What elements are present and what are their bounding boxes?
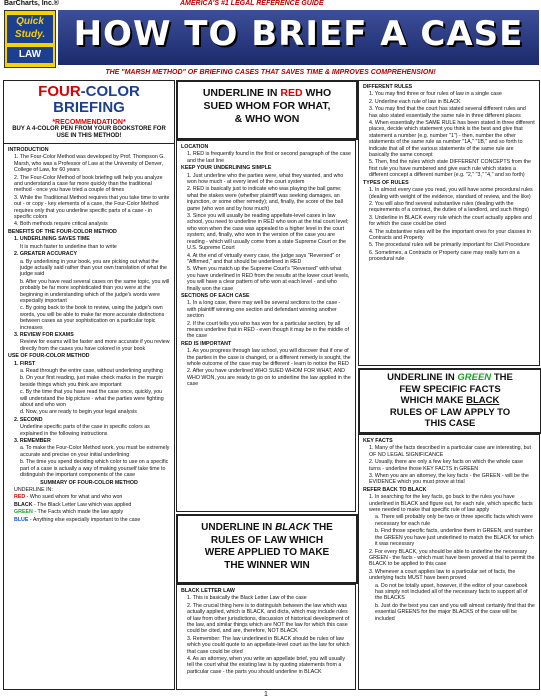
summary-heading: SUMMARY OF FOUR-COLOR METHOD bbox=[40, 479, 138, 486]
different-rules-item: 2. Underline each rule of law in BLACK bbox=[369, 98, 461, 105]
summary-red-text: - Who sued whom for what and who won bbox=[25, 494, 123, 501]
black-section-content bbox=[176, 584, 356, 690]
refer-back-item: 3. Whenever a court applies law to a particular set of facts, the underlying facts MUST have been proved bbox=[369, 568, 516, 582]
different-rules-item: 5. Then, find the rules which state DIFFERENT CONCEPTS from the first rule you have numbered and give each rule which states a different concept a different number (e.g. "2," "3," "4," and so forth) bbox=[369, 159, 532, 179]
benefit-item: 3. REVIEW FOR EXAMS bbox=[14, 331, 74, 338]
location-heading: LOCATION bbox=[181, 144, 209, 150]
refer-back-subitem: b. Find those specific facts, underline them in GREEN, and number the GREEN you have just underlined to match the BLACK for which it was necessary bbox=[375, 528, 534, 548]
key-facts-item: 1. Many of the facts described in a particular case are interesting, but OF NO LEGAL SIGNIFICANCE bbox=[369, 445, 531, 458]
recommendation-text: BUY A 4-COLOR PEN FROM YOUR BOOKSTORE FOR USE IN THIS METHOD! bbox=[12, 126, 166, 139]
keep-item: 4. At the end of virtually every case, the judge says "Reversed" or "Affirmed," and that should be underlined in RED bbox=[187, 252, 341, 265]
black-letter-item: 1. This is basically the Black Letter Law of the case bbox=[187, 595, 307, 602]
sections-heading: SECTIONS OF EACH CASE bbox=[181, 292, 250, 299]
refer-back-item: 2. For every BLACK, you should be able to underline the necessary GREEN - the facts - which must have been proved at trial to permit the BLACK to be applied to this case bbox=[369, 548, 535, 568]
use-text: Underline specific parts of the case in specific colors as explained in the following instructions bbox=[20, 424, 150, 437]
keep-item: 1. Just underline who the parties were, what they wanted, and who won how much - at every level of the court system bbox=[187, 172, 344, 186]
guide-tagline: AMERICA'S #1 LEGAL REFERENCE GUIDE bbox=[180, 0, 324, 7]
benefit-text: It is much faster to underline than to write bbox=[20, 243, 117, 250]
key-facts-heading: KEY FACTS bbox=[363, 438, 393, 444]
benefits-heading: BENEFITS OF THE FOUR-COLOR METHOD bbox=[8, 228, 117, 235]
sections-item: 2. If the court tells you who has won for a particular section, by all means underline that in RED - even though it may be in the middle of the case bbox=[187, 320, 349, 340]
page-number: 1 bbox=[264, 691, 268, 698]
red-important-item: 2. After you have underlined WHO SUED WHOM FOR WHAT, AND WHO WON, you are ready to go on to underline the law applied in the case bbox=[187, 368, 351, 388]
red-section-content bbox=[176, 140, 356, 512]
use-text: c. By the time that you have read the case once, quickly, you will understand the big picture - what the parties were fighting about and who won bbox=[20, 389, 164, 409]
types-item: 2. You will also find several substantive rules (dealing with the requirements of a contract, the duties of a landlord, and such things) bbox=[369, 200, 529, 214]
intro-heading: INTRODUCTION bbox=[8, 147, 49, 153]
benefit-text: Review for exams will be faster and more accurate if you review directly from the cases you have colored in your book bbox=[20, 339, 170, 352]
summary-green: GREEN bbox=[14, 509, 33, 516]
publisher-brand: BarCharts, Inc.® bbox=[4, 0, 59, 7]
use-text: a. Read through the entire case, without underlining anything bbox=[20, 368, 163, 374]
refer-back-subitem: a. Do not be totally upset, however, if the editor of your casebook has simply not included all of the necessary facts to support all of the BLACKS bbox=[375, 582, 528, 602]
refer-back-subitem: b. Just do the best you can and you will almost certainly find that the essential GREENS for the major BLACKS of the case will be included bbox=[375, 602, 535, 622]
four-color-body bbox=[4, 147, 174, 523]
use-heading: USE OF FOUR-COLOR METHOD bbox=[8, 353, 90, 360]
summary-green-text: - The Facts which made the law apply bbox=[32, 509, 124, 516]
underline-in-label: UNDERLINE IN: bbox=[14, 486, 53, 493]
green-section-content bbox=[358, 434, 540, 690]
use-text: b. The time you spend deciding which color to use on a specific part of a case is actually a way of making yourself take time to distinguish the important components of the case bbox=[20, 459, 169, 479]
benefit-item: 2. GREATER ACCURACY bbox=[14, 251, 77, 258]
refer-back-heading: REFER BACK TO BLACK bbox=[363, 486, 427, 493]
logo-top-text: Quick Study. bbox=[7, 15, 53, 43]
summary-black: BLACK bbox=[14, 501, 33, 508]
red-important-heading: RED IS IMPORTANT bbox=[181, 340, 232, 347]
keep-simple-heading: KEEP YOUR UNDERLINING SIMPLE bbox=[181, 165, 272, 172]
recommendation-label: *RECOMMENDATION* bbox=[52, 119, 126, 126]
use-text: b. On your first reading, just make check marks in the margin beside things which you think are important bbox=[20, 375, 163, 388]
benefit-text: b. After you have read several cases on the same topic, you will probably be far more sophisticated than you were at the beginning in understanding which of the judge's words were especially important bbox=[20, 278, 170, 304]
page-subtitle: THE "MARSH METHOD" OF BRIEFING CASES THAT SAVES TIME & IMPROVES COMPREHENSION! bbox=[105, 69, 436, 76]
red-section-header: UNDERLINE IN RED WHO SUED WHOM FOR WHAT, & WHO WON bbox=[176, 80, 358, 140]
types-item: 5. The procedural rules will be primarily important for Civil Procedure bbox=[369, 242, 530, 249]
keep-item: 3. Since you will usually be reading appellate-level cases in law school, you need to underline in RED who won at the trial court level; who won when the case was appealed to a higher level in the court system; and, finally, who won in the version of the case you are reading - which will usually come from a state Supreme Court or the U.S. Supreme Court bbox=[187, 213, 349, 252]
green-section-header: UNDERLINE IN GREEN THE FEW SPECIFIC FACTS WHICH MAKE BLACK RULES OF LAW APPLY TO THIS CASE bbox=[358, 368, 541, 434]
summary-blue: BLUE bbox=[14, 516, 29, 523]
use-text: d. Now, you are ready to begin your legal analysis bbox=[20, 409, 137, 416]
key-facts-item: 2. Usually, there are only a few key facts on which the whole case turns - underline those KEY FACTS in GREEN bbox=[369, 459, 523, 472]
intro-item: 4. Both methods require critical analysis bbox=[14, 221, 108, 228]
intro-item: 3. While the Traditional Method requires that you take time to write out - or copy - key elements of a case, the Four-Color Method requires only that you underline specific parts of a case - in specific colors bbox=[14, 194, 170, 221]
four-color-column bbox=[3, 80, 175, 690]
location-item: 1. RED is frequently found in the first or second paragraph of the case and the last line bbox=[187, 151, 352, 164]
types-item: 6. Sometimes, a Contracts or Property case may really turn on a procedural rule bbox=[369, 249, 520, 263]
different-rules-item: 3. You may find that the court has stated several different rules and has also stated essentially the same rule in three different places bbox=[369, 106, 526, 119]
rules-section-content bbox=[358, 80, 540, 366]
keep-item: 5. When you match up the Supreme Court's "Reversed" with what you have underlined in RED from the results at the lower court levels, you will have a clear pattern of who won at each level - and who finally won the case bbox=[187, 266, 350, 292]
black-letter-item: 3. Remember: The law underlined in BLACK should be rules of law which you could quote to an appellate-level court as the law for which that case could be cited bbox=[187, 635, 350, 655]
types-item: 3. Underline in BLACK every rule which the court actually applies and for which the case could be cited bbox=[369, 214, 532, 228]
black-letter-heading: BLACK LETTER LAW bbox=[181, 588, 235, 594]
refer-back-item: 1. In searching for the key facts, go back to the rules you have underlined in BLACK and figure out, for each rule, which specific facts were needed to make that specific rule of law apply bbox=[369, 494, 533, 514]
different-rules-item: 4. When essentially the SAME RULE has been stated in three different places, decide which statement you think is the best and give that statement a number (e.g. number "1") - then, number the other statements of the same rule as number "1A," "1B," and so forth to indicate that all of the various statements of the same rule are basically the same concept bbox=[369, 120, 535, 159]
different-rules-item: 1. You may find three or four rules of law in a single case bbox=[369, 91, 502, 98]
types-of-rules-heading: TYPES OF RULES bbox=[363, 179, 409, 186]
summary-red: RED bbox=[14, 494, 26, 501]
summary-blue-text: - Anything else especially important to the case bbox=[28, 516, 141, 523]
logo-bottom-text: LAW bbox=[7, 47, 53, 63]
red-important-item: 1. As you progress through law school, you will discover that if one of the parties in the case is changed, or a different remedy is sought, the whole outcome of the case may be different - learn to notice the RED bbox=[187, 348, 351, 367]
key-facts-item: 3. When you are an attorney, the key facts - the GREEN - will be the EVIDENCE which you must prove at trial bbox=[369, 473, 529, 486]
use-item: 1. FIRST bbox=[14, 360, 36, 367]
black-letter-item: 2. The crucial thing here is to distinguish between the law which was actually applied, which is BLACK, and dicta, which may include rules of law from other jurisdictions, discussion of historical development of the law, and similar things which are NOT the law for which this case could be cited, and are, therefore, NOT BLACK bbox=[187, 602, 350, 635]
intro-item: 2. The Four-Color Method of book briefing will help you analyze and understand a case far more quickly than the traditional method - once you have tried a couple of times bbox=[14, 174, 163, 194]
black-section-header: UNDERLINE IN BLACK THE RULES OF LAW WHICH WERE APPLIED TO MAKE THE WINNER WIN bbox=[176, 514, 358, 584]
intro-item: 1. The Four-Color Method was developed by Prof. Thompson G. Marsh, who was a Professor of Law at the University of Denver, College of Law, for 60 years bbox=[14, 154, 165, 174]
benefit-text: a. By underlining in your book, you are picking out what the judge actually said rather than your own translation of what the judge said bbox=[20, 258, 167, 278]
summary-black-text: - The Black Letter Law which was applied bbox=[32, 501, 132, 508]
use-item: 2. SECOND bbox=[14, 416, 43, 423]
quickstudy-logo bbox=[4, 10, 56, 68]
four-color-title: FOUR-COLOR BRIEFING bbox=[38, 83, 140, 116]
page-title: HOW TO BRIEF A CASE bbox=[73, 14, 524, 54]
keep-item: 2. RED is basically just to indicate who was playing the ball game; what the stakes were (whether plaintiff was seeking damages, an injunction, or some other remedy); and, finally, the score of the ball game (who won and by how much) bbox=[187, 186, 343, 212]
benefit-text: c. By going back to the book to review, using the judge's own words, you will be able to make far more accurate distinctions between cases as your sophistication on a particular topic increases bbox=[20, 305, 165, 331]
types-item: 1. In almost every case you read, you will have some procedural rules (dealing with weight of the evidence, standard of review, and the like) bbox=[369, 187, 533, 200]
types-item: 4. The substantive rules will be the important ones for your classes in Contracts and Property bbox=[369, 228, 531, 241]
black-letter-item: 4. As an attorney, when you write an appellate brief, you will usually tell the court what the existing law is by quoting statements from a particular case - the parts you should underline in BLACK bbox=[187, 656, 346, 675]
benefit-item: 1. UNDERLINING SAVES TIME bbox=[14, 236, 90, 243]
different-rules-heading: DIFFERENT RULES bbox=[363, 84, 413, 90]
use-text: a. To make the Four-Color Method work, you must be extremely accurate and precise on your initial underlining bbox=[20, 445, 170, 458]
use-item: 3. REMEMBER bbox=[14, 438, 51, 445]
sections-item: 1. In a long case, there may well be several sections to the case - with plaintiff winning one section and defendant winning another section bbox=[187, 300, 341, 320]
refer-back-subitem: a. There will probably only be two or three specific facts which were necessary for each rule bbox=[375, 514, 533, 527]
